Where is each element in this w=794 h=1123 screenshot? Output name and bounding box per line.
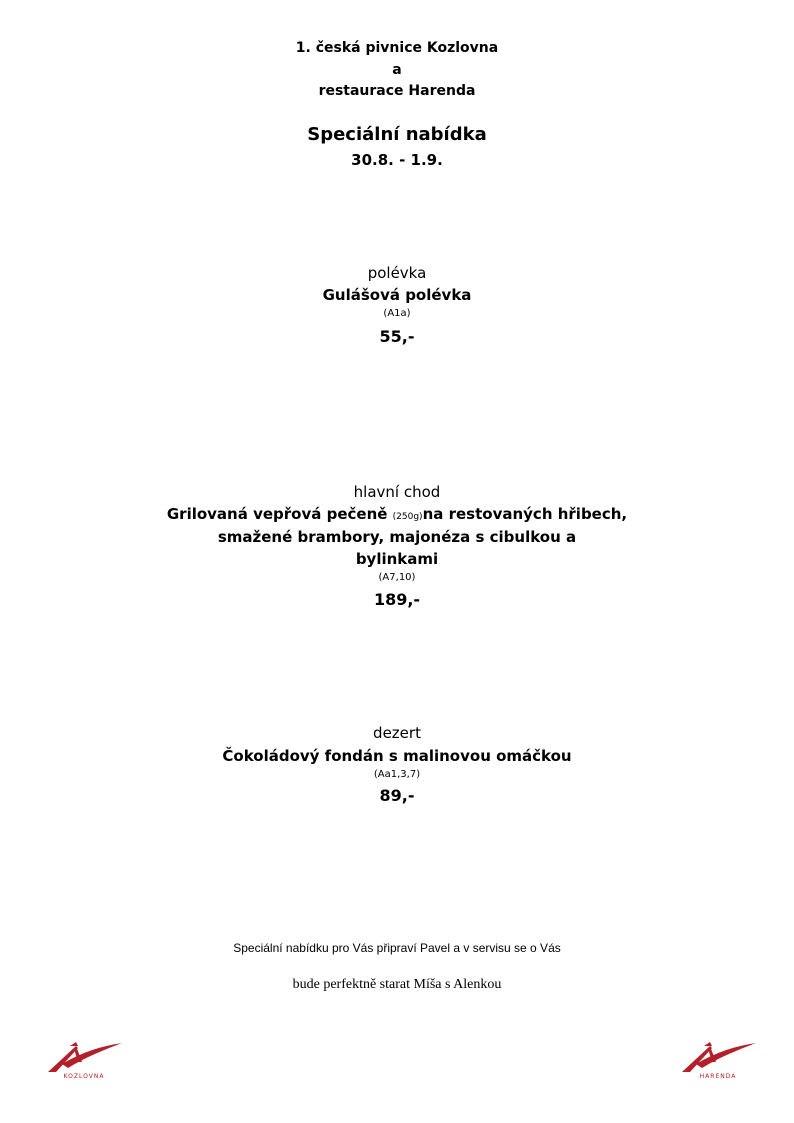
dessert-allergens: (Aa1,3,7) bbox=[373, 769, 421, 780]
main-name-part-1: Grilovaná vepřová pečeně bbox=[166, 505, 393, 523]
header-line-3: restaurace Harenda bbox=[318, 83, 476, 99]
offer-title: Speciální nabídka bbox=[307, 124, 487, 145]
soup-name: Gulášová polévka bbox=[322, 286, 472, 304]
header-line-2: a bbox=[392, 62, 402, 78]
kozlovna-logo bbox=[42, 1040, 126, 1090]
dessert-category: dezert bbox=[373, 724, 421, 742]
soup-price: 55,- bbox=[379, 327, 415, 346]
main-allergens: (A7,10) bbox=[378, 572, 416, 583]
main-name-part-2: na restovaných hřibech, bbox=[422, 505, 628, 523]
footer-note-1: Speciální nabídku pro Vás připraví Pavel a v servisu se o Vás bbox=[233, 941, 561, 955]
header-line-1: 1. česká pivnice Kozlovna bbox=[295, 40, 499, 56]
harenda-logo-text: HARENDA bbox=[699, 1073, 737, 1080]
main-category: hlavní chod bbox=[353, 483, 441, 501]
main-name-line-2: smažené brambory, majonéza s cibulkou a bbox=[217, 528, 577, 546]
main-name-line-3: bylinkami bbox=[355, 550, 439, 568]
kozlovna-logo-icon bbox=[42, 1040, 126, 1074]
dessert-price: 89,- bbox=[379, 786, 415, 805]
footer-note-2: bude perfektně starat Míša s Alenkou bbox=[292, 977, 502, 992]
harenda-logo bbox=[676, 1040, 760, 1090]
offer-dates: 30.8. - 1.9. bbox=[351, 151, 443, 169]
main-name-line-1 bbox=[0, 503, 794, 528]
soup-category: polévka bbox=[367, 264, 427, 282]
dessert-name: Čokoládový fondán s malinovou omáčkou bbox=[222, 747, 572, 765]
main-weight: (250g) bbox=[392, 512, 423, 522]
harenda-logo-icon bbox=[676, 1040, 760, 1074]
kozlovna-logo-text: KOZLOVNA bbox=[63, 1073, 105, 1080]
soup-allergens: (A1a) bbox=[383, 308, 411, 319]
main-price: 189,- bbox=[373, 590, 421, 609]
